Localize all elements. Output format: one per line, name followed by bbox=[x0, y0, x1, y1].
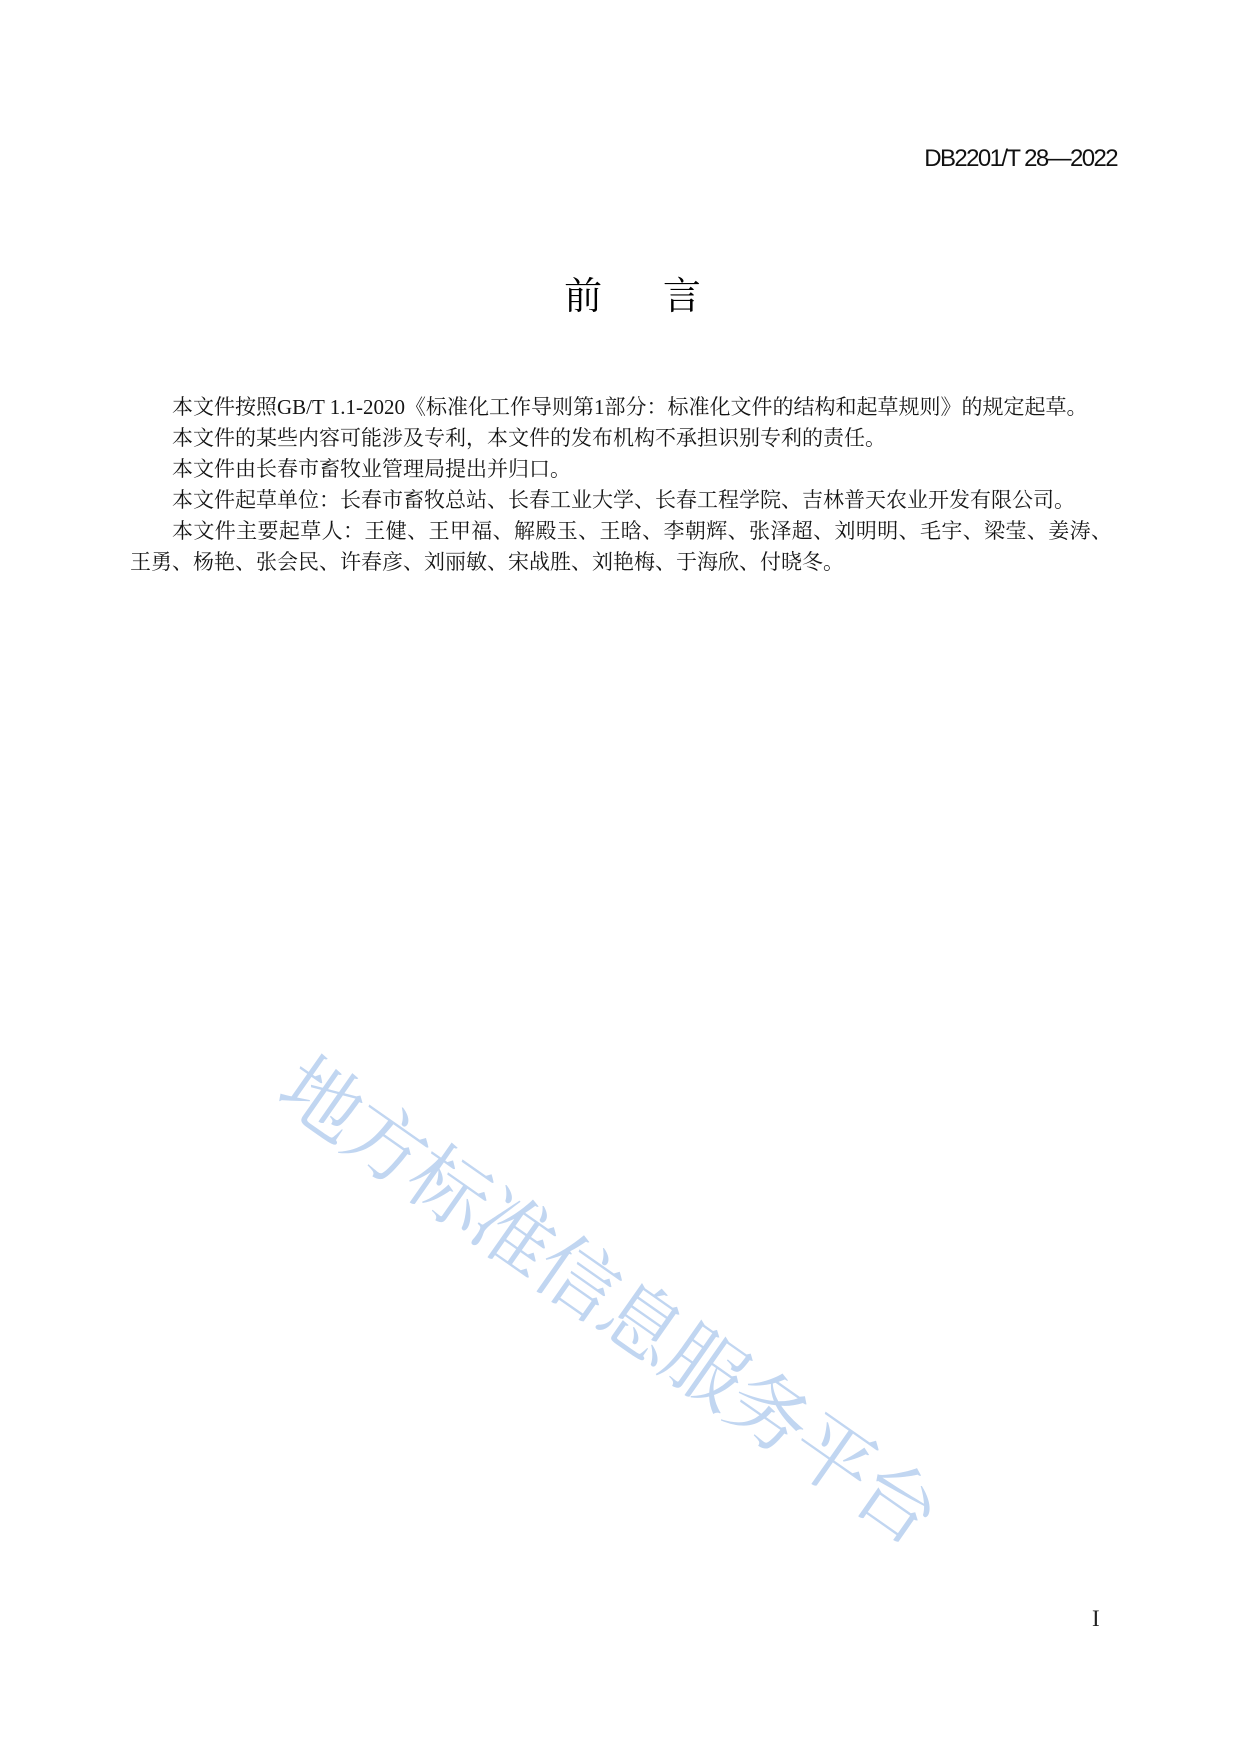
foreword-body bbox=[130, 392, 1112, 578]
page-number: I bbox=[1092, 1606, 1100, 1631]
diagonal-watermark: 地方标准信息服务平台 bbox=[262, 1042, 953, 1562]
paragraph-drafting-organizations: 本文件起草单位：长春市畜牧总站、长春工业大学、长春工程学院、吉林普天农业开发有限公司。 bbox=[172, 488, 1075, 512]
paragraph-drafting-rules: 本文件按照GB/T 1.1-2020《标准化工作导则第1部分：标准化文件的结构和起草规则》的规定起草。 bbox=[172, 395, 1088, 419]
foreword-title-wrap bbox=[12, 277, 1241, 317]
paragraph-drafters: 本文件主要起草人：王健、王甲福、解殿玉、王晗、李朝辉、张泽超、刘明明、毛宇、梁莹、姜涛、王勇、杨艳、张会民、许春彦、刘丽敏、宋战胜、刘艳梅、于海欣、付晓冬。 bbox=[130, 519, 1112, 574]
standard-doc-number: DB2201/T 28—2022 bbox=[924, 145, 1117, 172]
foreword-title: 前言 bbox=[564, 276, 762, 318]
paragraph-proposing-authority: 本文件由长春市畜牧业管理局提出并归口。 bbox=[172, 457, 571, 481]
paragraph-patent-disclaimer: 本文件的某些内容可能涉及专利，本文件的发布机构不承担识别专利的责任。 bbox=[172, 426, 886, 450]
